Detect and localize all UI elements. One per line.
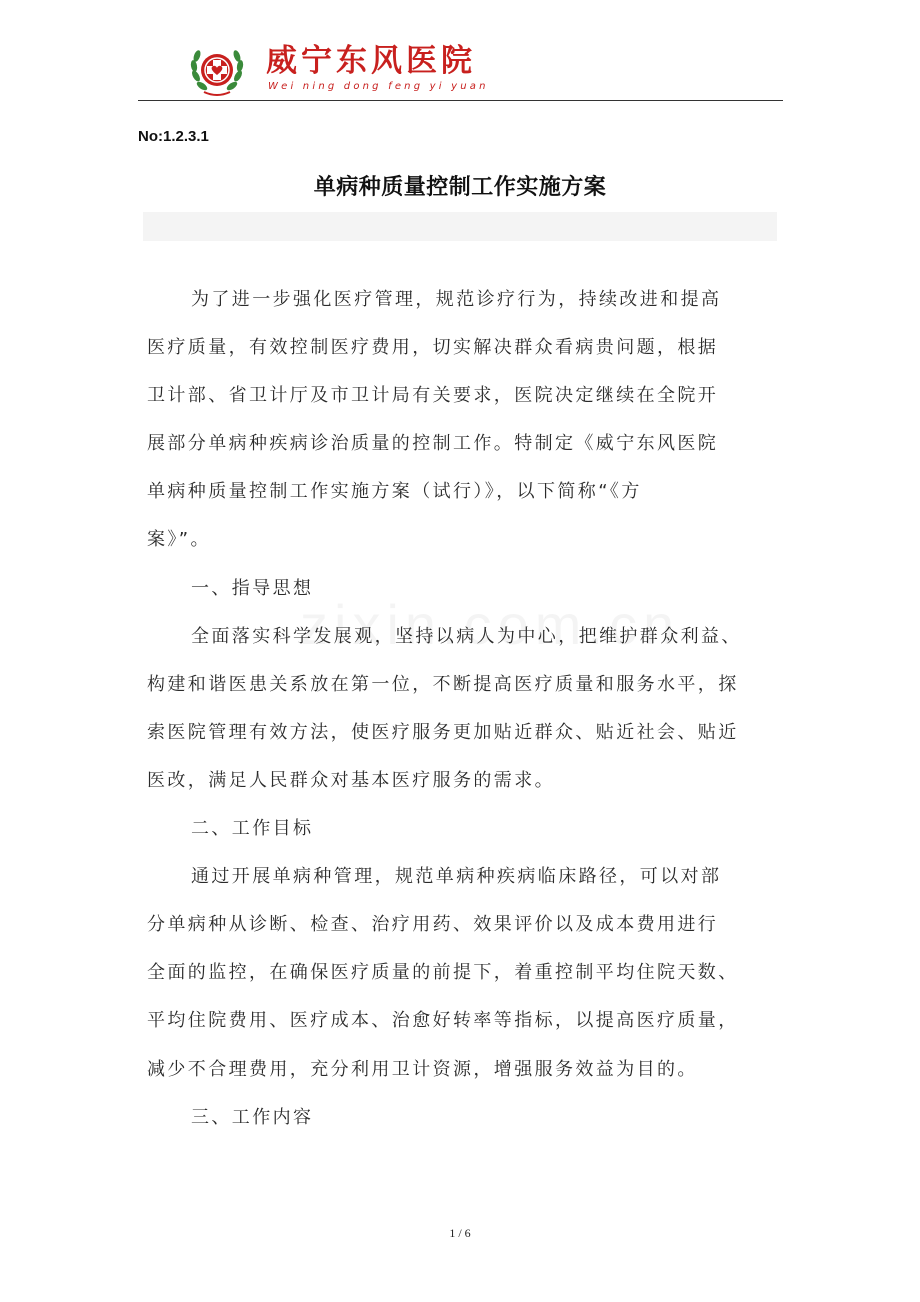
body-line: 二、工作目标 [191, 818, 314, 840]
body-line: 卫计部、省卫计厅及市卫计局有关要求，医院决定继续在全院开 [147, 385, 719, 407]
body-line: 平均住院费用、医疗成本、治愈好转率等指标，以提高医疗质量， [147, 1010, 739, 1032]
body-line: 构建和谐医患关系放在第一位，不断提高医疗质量和服务水平，探 [147, 673, 739, 695]
body-line: 分单病种从诊断、检查、治疗用药、效果评价以及成本费用进行 [147, 914, 719, 936]
hospital-name-cn: 威宁东风医院 [266, 43, 476, 79]
body-line: 全面落实科学发展观，坚持以病人为中心，把维护群众利益、 [191, 625, 742, 647]
header-divider [138, 100, 783, 101]
body-line: 一、指导思想 [191, 577, 314, 599]
body-line: 全面的监控，在确保医疗质量的前提下，着重控制平均住院天数、 [147, 962, 739, 984]
body-line: 案》”。 [147, 529, 211, 551]
body-line: 减少不合理费用，充分利用卫计资源，增强服务效益为目的。 [147, 1058, 698, 1080]
hospital-name-pinyin: Wei ning dong feng yi yuan [268, 81, 489, 92]
hospital-logo-icon [188, 46, 246, 98]
document-body [147, 276, 773, 1142]
body-line: 医疗质量，有效控制医疗费用，切实解决群众看病贵问题，根据 [147, 337, 719, 359]
body-line: 三、工作内容 [191, 1106, 314, 1128]
title-band [143, 212, 777, 241]
document-number: No:1.2.3.1 [138, 128, 209, 145]
page-number: 1 / 6 [449, 1226, 471, 1240]
body-line: 展部分单病种疾病诊治质量的控制工作。特制定《威宁东风医院 [147, 433, 719, 455]
page-header [0, 0, 920, 105]
body-line: 索医院管理有效方法，使医疗服务更加贴近群众、贴近社会、贴近 [147, 721, 739, 743]
body-line: 单病种质量控制工作实施方案（试行）》，以下简称“《方 [147, 481, 642, 503]
document-title: 单病种质量控制工作实施方案 [313, 175, 607, 200]
body-line: 医改，满足人民群众对基本医疗服务的需求。 [147, 769, 555, 791]
body-line: 为了进一步强化医疗管理，规范诊疗行为，持续改进和提高 [191, 289, 722, 310]
body-line: 通过开展单病种管理，规范单病种疾病临床路径，可以对部 [191, 866, 722, 888]
